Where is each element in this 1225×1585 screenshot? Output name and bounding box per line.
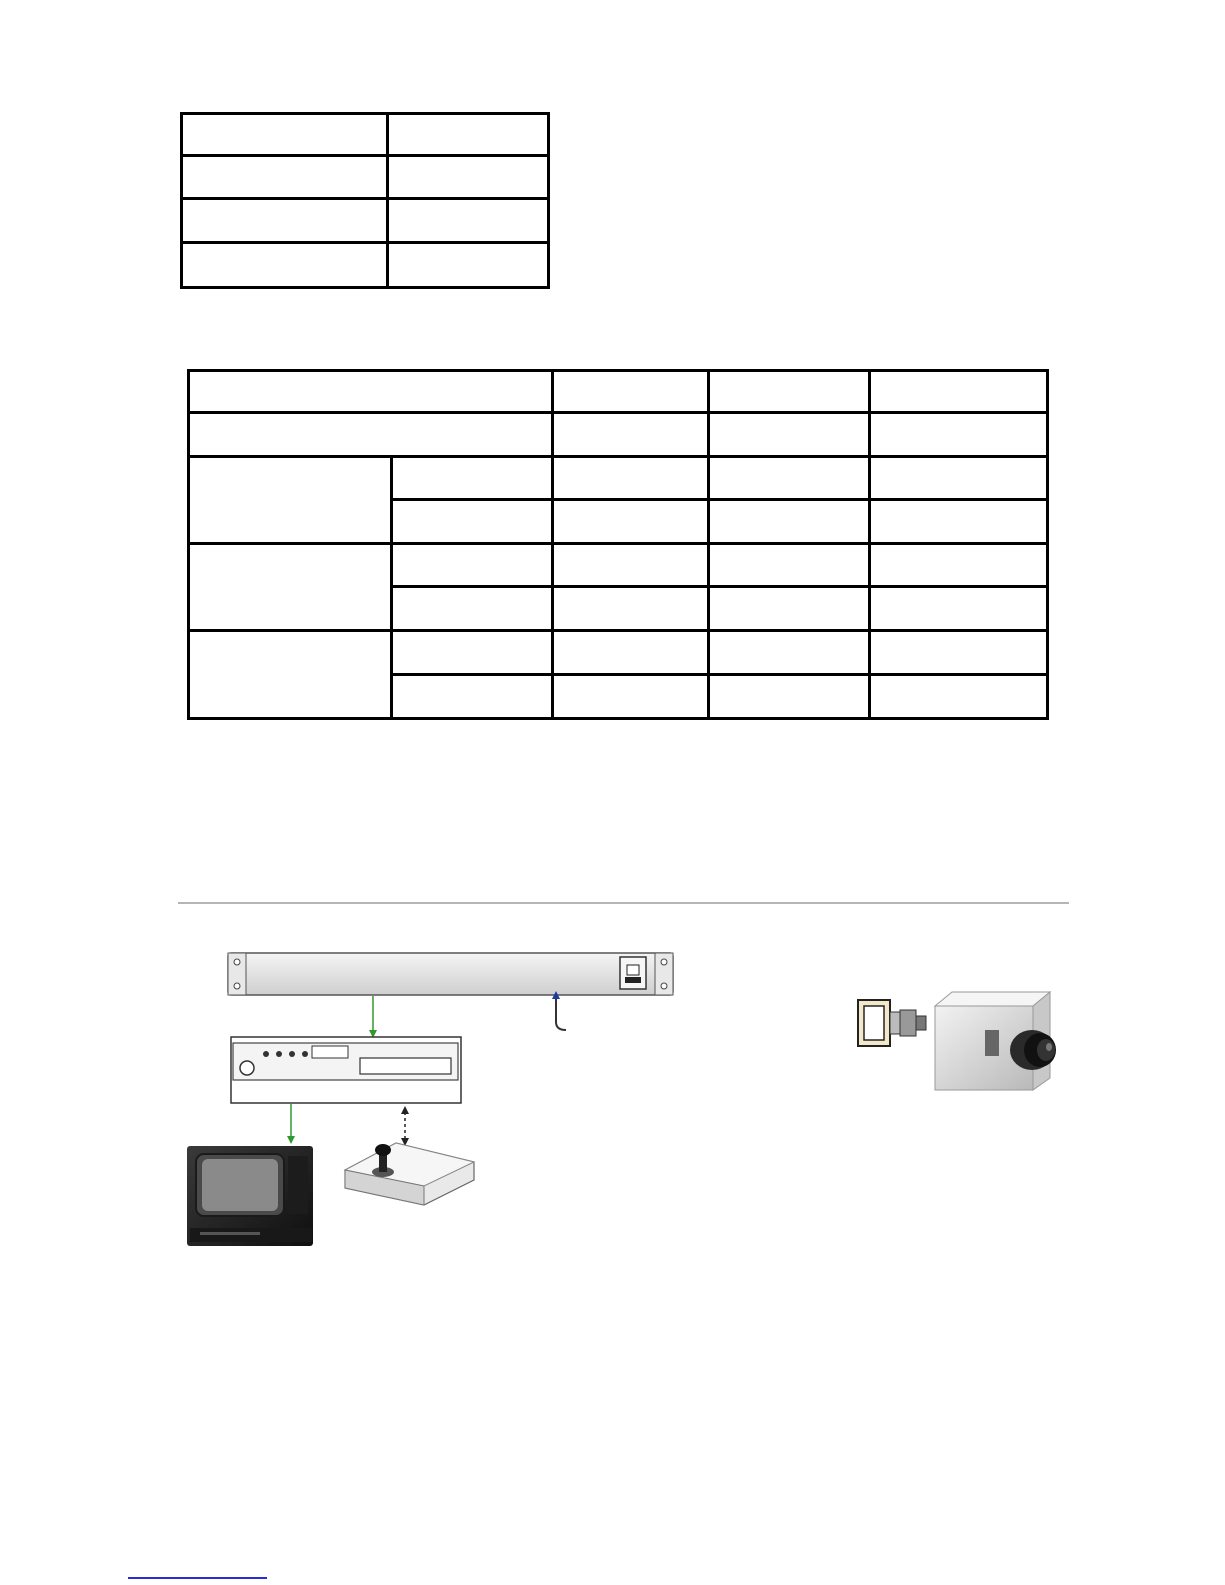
hub-rack-unit — [228, 953, 673, 995]
dvr-unit — [231, 1037, 461, 1103]
transceiver-icon — [858, 1000, 926, 1046]
monitor-icon — [187, 1146, 313, 1246]
camera-icon — [935, 992, 1056, 1090]
ptz-keyboard-icon — [345, 1143, 474, 1205]
footer-link-underline[interactable] — [128, 1577, 267, 1579]
cat5-cable — [552, 991, 566, 1030]
